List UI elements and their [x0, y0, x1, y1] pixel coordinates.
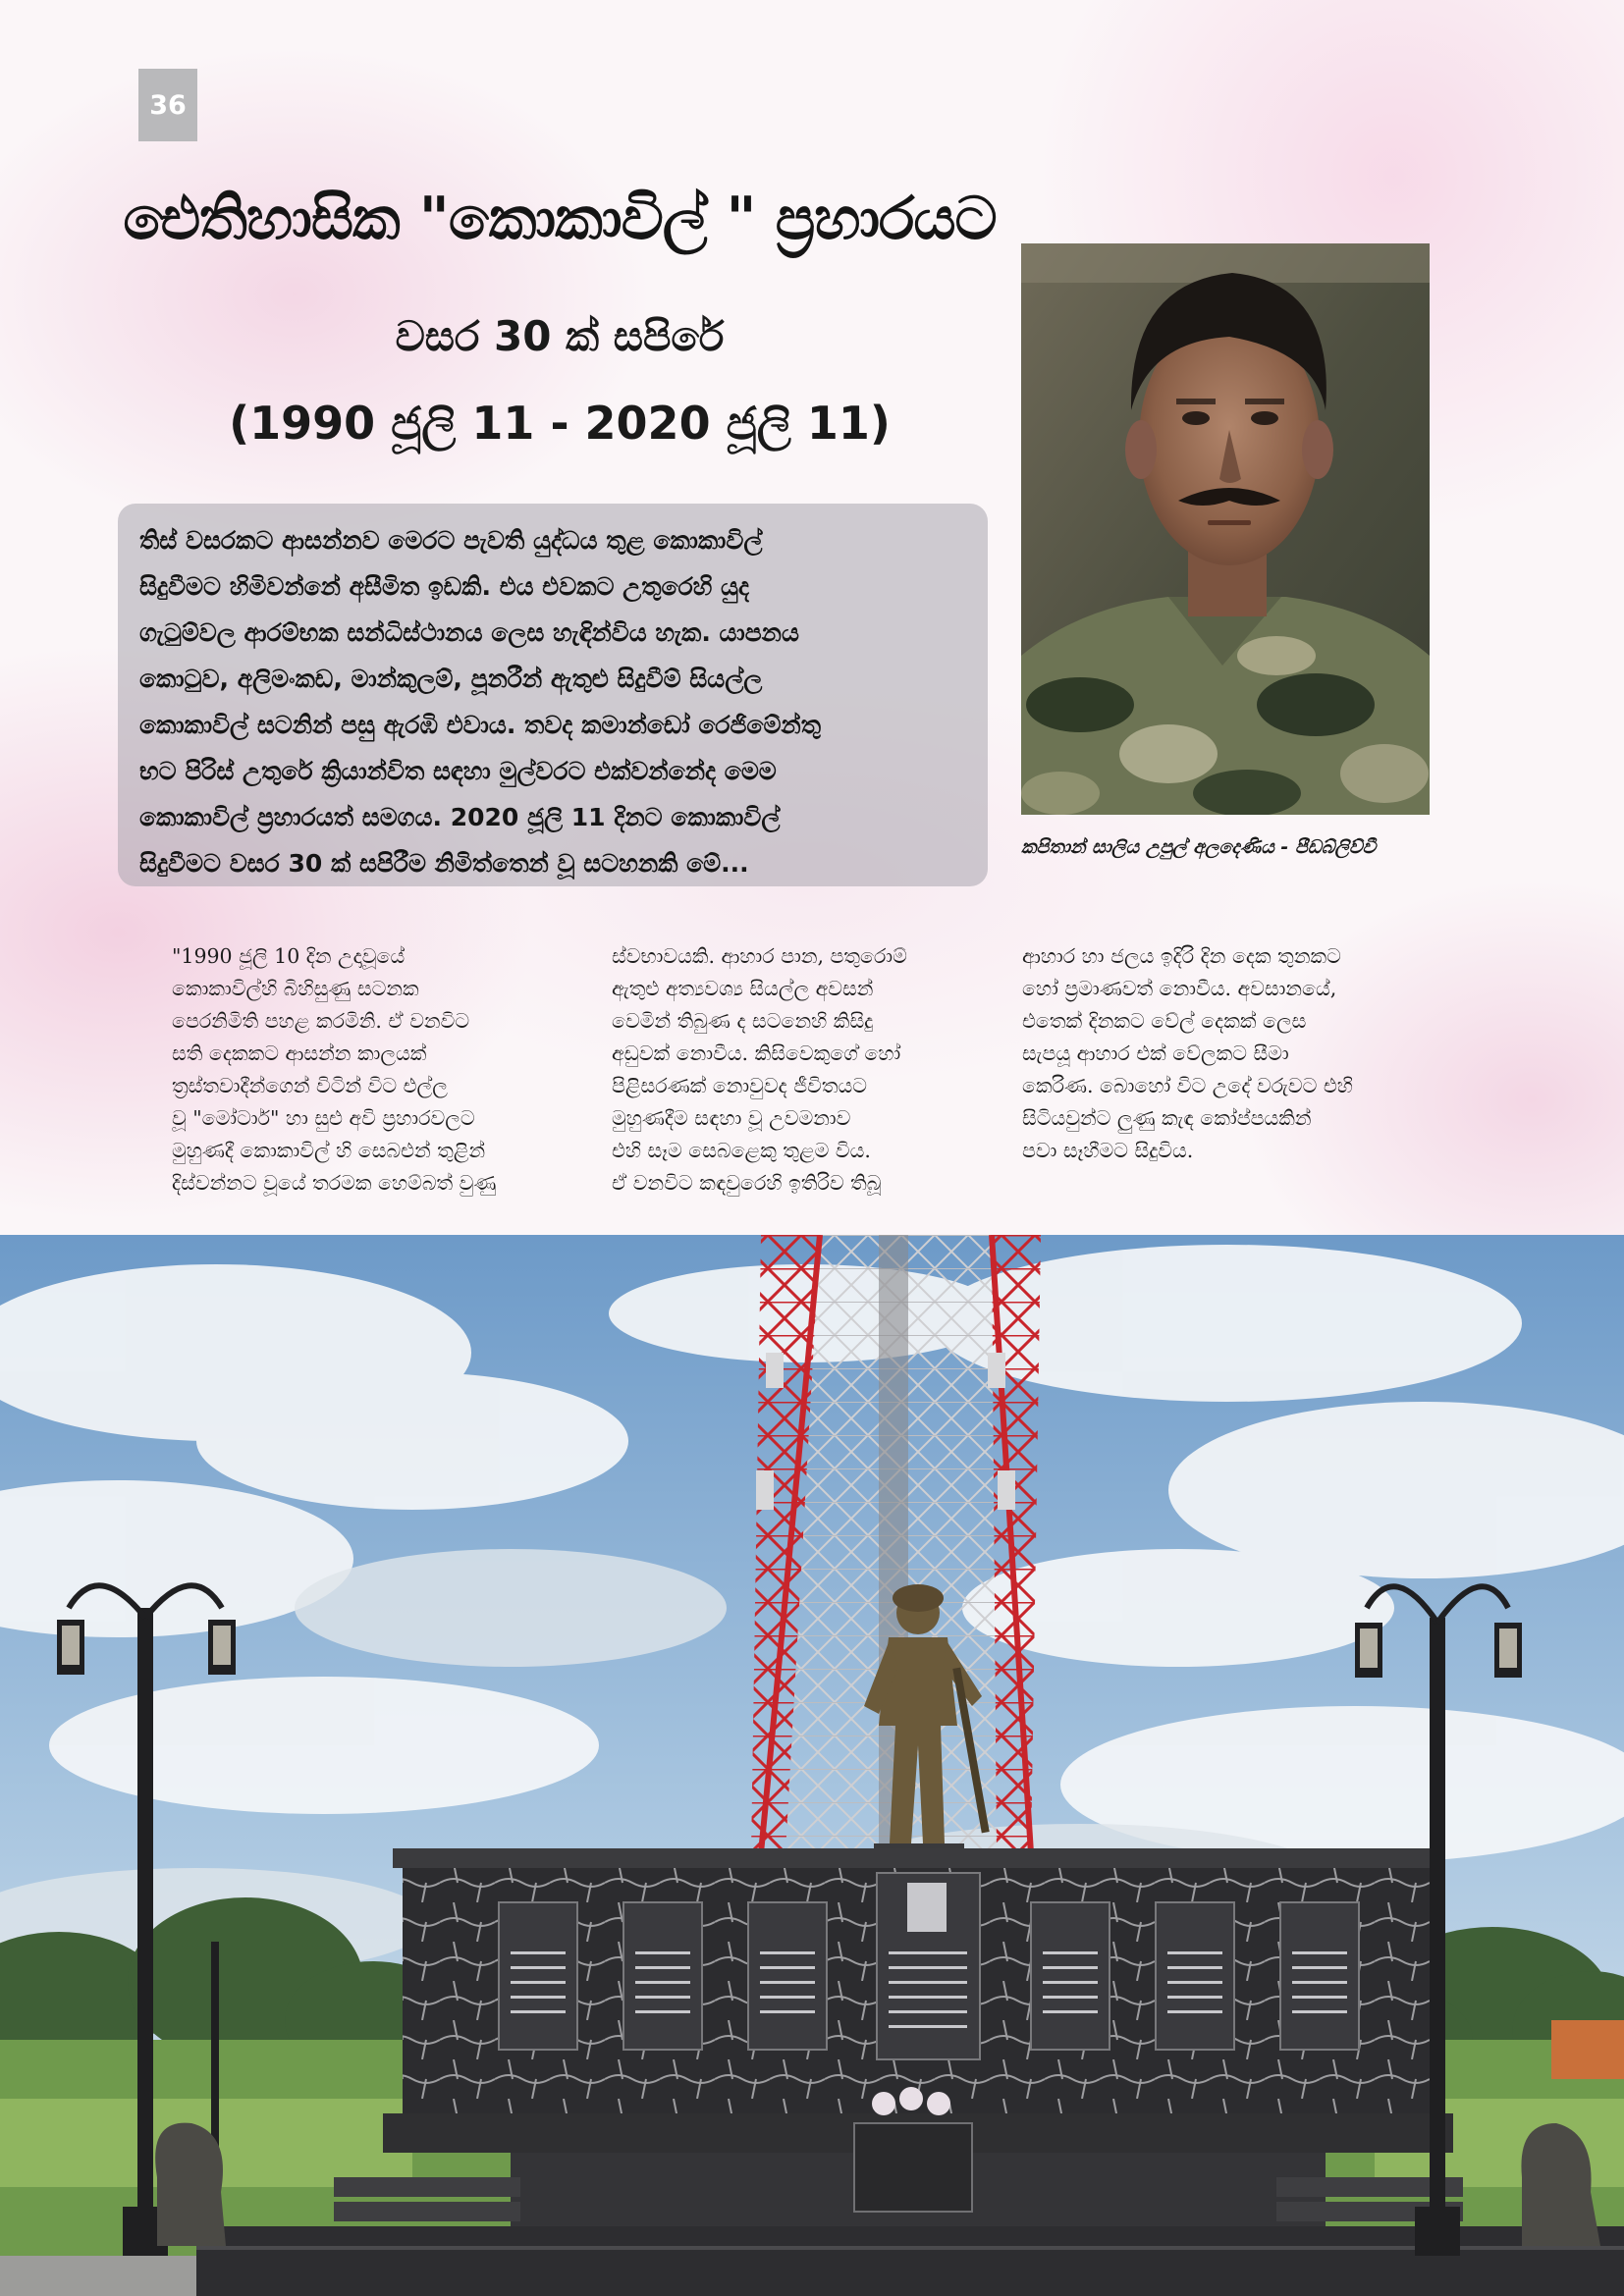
text-line: එහි සෑම සෙබළෙකු තුළම විය.	[612, 1139, 871, 1162]
intro-line: කොකාවිල් සටනින් පසු ඇරඹි එවාය. තවද කමාන්ඩෝ රෙජිමේන්තු	[139, 711, 822, 739]
memorial-photo	[0, 1235, 1624, 2296]
text-line: එතෙක් දිනකට වේල් දෙකක් ලෙස	[1022, 1009, 1307, 1033]
text-column-3	[1022, 940, 1435, 1167]
intro-line: කොටුව, අලිමංකඩ, මාන්කුලම්, පූනරීන් ඇතුළු සිදුවීම් සියල්ල	[139, 665, 763, 693]
page-subtitle: වසර 30 ක් සපිරේ	[395, 312, 725, 360]
intro-box	[118, 504, 988, 886]
text-line: පවා සෑහීමට සිදුවිය.	[1022, 1139, 1194, 1162]
page-title: ඓතිහාසික "කොකාවිල් " ප්‍රහාරයට	[123, 185, 997, 253]
text-line: "1990 ජූලි 10 දින උදාවූයේ	[172, 944, 406, 968]
text-line: ඒ වනවිට කඳවුරෙහි ඉතිරිව තිබූ	[612, 1171, 882, 1195]
text-line: වූ "මෝටාර්" හා සුළු අවි ප්‍රහාරවලට	[172, 1106, 475, 1130]
text-line: ඇතුළු අත්‍යවශ්‍ය සියල්ල අවසන්	[612, 977, 874, 1000]
text-line: ආහාර හා ජලය ඉදිරි දින දෙක තුනකට	[1022, 944, 1341, 968]
text-line: කොකාවිල්හි බිහිසුණු සටනක	[172, 977, 419, 1000]
text-line: මුහුණදී කොකාවිල් හි සෙබළුන් තුළින්	[172, 1139, 486, 1162]
intro-line: භට පිරිස් උතුරේ ක්‍රියාන්විත සඳහා මුල්වරට එක්වන්නේද මෙම	[139, 757, 777, 785]
text-line: ස්වභාවයකි. ආහාර පාන, පතුරොම්	[612, 944, 907, 968]
intro-line: තිස් වසරකට ආසන්නව මෙරට පැවති යුද්ධය තුළ කොකාවිල්	[139, 526, 763, 555]
portrait-photo	[1021, 243, 1430, 815]
text-line: මුහුණදීම සඳහා වූ උවමනාව	[612, 1106, 851, 1130]
date-range: (1990 ජූලි 11 - 2020 ජූලි 11)	[229, 397, 891, 450]
text-line: සිටියවුන්ට ලුණු කැඳ කෝප්පයකින්	[1022, 1106, 1312, 1130]
text-line: වෙමින් තිබුණ ද සටනෙහි කිසිදු	[612, 1009, 874, 1033]
text-line: පෙරනිමිති පහළ කරමිනි. ඒ වනවිට	[172, 1009, 470, 1033]
page-number: 36	[138, 69, 197, 141]
text-line: සති දෙකකට ආසන්න කාලයක්	[172, 1041, 427, 1065]
text-line: දිස්වන්නට වූයේ තරමක හෙම්බත් වුණු	[172, 1171, 497, 1195]
intro-line: කොකාවිල් ප්‍රහාරයත් සමගය. 2020 ජූලි 11 දිනට කොකාවිල්	[139, 803, 781, 831]
text-column-2	[612, 940, 1024, 1200]
portrait-caption: කපිතාන් සාලිය උපුල් අලදෙණිය - පීඩබ්ලිව්වී	[1021, 836, 1377, 858]
text-line: පිළිසරණක් නොවුවද ජීවිතයට	[612, 1074, 868, 1097]
text-line: කෙරිණ. බොහෝ විට උදේ වරුවට එහි	[1022, 1074, 1353, 1097]
intro-line: ගැටුම්වල ආරම්භක සන්ධිස්ථානය ලෙස හැඳින්විය හැක. යාපනය	[139, 618, 799, 647]
intro-line: සිදුවීමට වසර 30 ක් සපිරීම නිමිත්තෙන් වූ සටහනකි මේ...	[139, 849, 749, 878]
intro-line: සිදුවීමට හිමිවන්නේ අසීමිත ඉඩකි. එය එවකට උතුරෙහි යුද	[139, 572, 750, 601]
text-line: ත්‍රස්තවාදීන්ගෙන් විටින් විට එල්ල	[172, 1074, 448, 1097]
text-line: හෝ ප්‍රමාණවත් නොවීය. අවසානයේ,	[1022, 977, 1337, 1000]
text-line: අඩුවක් නොවීය. කිසිවෙකුගේ හෝ	[612, 1041, 901, 1065]
text-line: සැපයූ ආහාර එක් වේලකට සීමා	[1022, 1041, 1289, 1065]
text-column-1	[172, 940, 584, 1200]
